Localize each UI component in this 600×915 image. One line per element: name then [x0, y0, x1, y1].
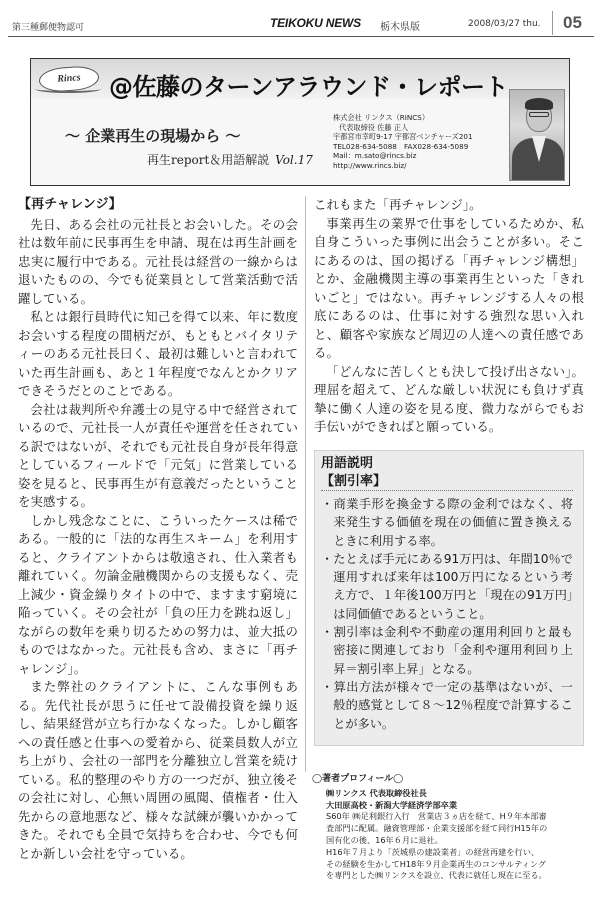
glossary-item-text: 算出方法が様々で一定の基準はないが、一般的感覚として８〜12％程度で計算することが多い。: [333, 679, 573, 731]
bullet-icon: ・: [321, 497, 334, 511]
author-profile: [312, 774, 590, 882]
company-line: 宇都宮市幸町9-17 宇都宮ベンチャーズ201: [333, 132, 473, 142]
edition-label: 栃木県版: [380, 22, 420, 33]
company-info: [333, 113, 503, 171]
article-paragraph: これもまた「再チャレンジ」。: [314, 197, 482, 212]
series-title: @佐藤のターンアラウンド・レポート: [109, 73, 509, 101]
glossary-item-text: 割引率は金利や不動産の運用利回りと最も密接に関連しており「金利や運用利回り上昇＝割引率上昇」となる。: [333, 625, 573, 676]
author-photo: [509, 89, 565, 181]
volume-number: Vol.17: [275, 153, 313, 167]
article-paragraph: また弊社のクライアントに、こんな事例もある。先代社長が思うに任せて設備投資を繰り返し、結果経営が立ち行かなくなった。しかし顧客への責任感と仕事への愛着から、従業員数人が立ち上がり、会社の一部門を分離独立し営業を続けている。私的整理のやり方の一つだが、独立後その会社に対し、心無い周囲の風聞、債権者・仕入先からの意地悪など、様々な試練が襲いかかってきた。それでも全員で気持ちを合わせ、今でも何とか新しい会社を守っている。: [18, 679, 298, 861]
page-number: 05: [552, 11, 592, 35]
glossary-box: [314, 450, 584, 746]
profile-line: S60年 ㈱足利銀行入行 営業店３ヵ店を経て、H９年本部審: [326, 811, 547, 822]
glossary-item: [321, 495, 573, 550]
company-line: 代表取締役 佐藤 正人: [339, 122, 409, 132]
article-paragraph: しかし残念なことに、こういったケースは稀である。一般的に「法的な再生スキーム」を利用すると、クライアントからは敬遠され、仕入業者も離れていく。勿論金融機関からの支援もなく、売上減少・資金繰りタイトの中で、ますます窮境に陥っていく。その会社が「負の圧力を跳ね返し」ながらの数年を乗り切るための努力は、並大抵のものではなかった。元社長も含め、まさに「再チャレンジ」。: [18, 512, 298, 676]
photo-hair: [525, 98, 553, 110]
glossary-list: [321, 495, 573, 733]
profile-line: ㈱リンクス 代表取締役社長: [326, 787, 427, 798]
article-left-column: [18, 196, 298, 863]
company-line: http://www.rincs.biz/: [333, 160, 407, 170]
logo-swoosh-icon: [35, 85, 101, 93]
glossary-title: 用語説明: [321, 456, 374, 471]
issue-date: [468, 19, 541, 29]
newspaper-name: TEIKOKU NEWS: [270, 16, 361, 30]
profile-line: その経験を生かしてH18年９月企業再生のコンサルティング: [326, 858, 547, 869]
company-line: TEL028-634-5088 FAX028-634-5089: [333, 141, 469, 151]
date-value: 2008/03/27: [468, 19, 520, 29]
profile-line: を専門とした㈱リンクスを設立、代表に就任し現在に至る。: [326, 870, 547, 881]
article-paragraph: 先日、ある会社の元社長とお会いした。その会社は数年前に民事再生を申請、現在は再生計画を忠実に履行中である。元社長は経営の一線からは退いたものの、今でも従業員として営業活動で活躍している。: [18, 216, 298, 306]
article-right-column: [314, 196, 584, 437]
postal-permit: 第三種郵便物認可: [12, 23, 85, 33]
header-rule: [8, 36, 594, 37]
column-header-box: [30, 58, 570, 186]
series-subtitle: 〜 企業再生の現場から 〜: [65, 127, 241, 145]
article-paragraph: 私とは銀行員時代に知己を得て以来、年に数度お会いする程度の間柄だが、もともとバイタリティーのある元社長曰く、最初は難しいと言われていた再生計画も、あと１年程度でなんとかクリアできそうだとのことである。: [18, 309, 298, 398]
issue-text: 再生report＆用語解説: [147, 153, 270, 167]
issue-label: [147, 151, 313, 168]
profile-line: 査部門に配属。融資管理部・企業支援部を経て同行H15年の: [326, 823, 548, 834]
profile-body: [312, 788, 590, 882]
rincs-logo: Rincs: [38, 65, 100, 93]
column-divider: [305, 196, 306, 772]
profile-line: 大田原高校・新潟大学経済学部卒業: [326, 799, 458, 810]
profile-line: H16年７月より「茨城県の建設業者」の経営再建を行い、: [326, 846, 540, 857]
profile-line: 国有化の後、16年６月に退社。: [326, 834, 443, 845]
company-line: 株式会社 リンクス（RINCS）: [333, 113, 430, 122]
glossary-item-text: 商業手形を換金する際の金利ではなく、将来発生する価値を現在の価値に置き換えるときに利用する率。: [333, 497, 573, 548]
article-heading: 【再チャレンジ】: [18, 197, 122, 212]
glossary-item: [321, 550, 573, 623]
bullet-icon: ・: [321, 551, 334, 566]
glossary-item-text: たとえば手元にある91万円は、年間10％で運用すれば来年は100万円になるという考え方で、１年後100万円と「現在の91万円」は同価値であるということ。: [333, 551, 573, 621]
article-paragraph: 「どんなに苦しくとも決して投げ出さない」。理屈を超えて、どんな厳しい状況にも負けず真摯に働く人達の姿を見る度、微力ながらでもお手伝いができればと願っている。: [314, 363, 584, 434]
glossary-item: [321, 623, 573, 678]
running-header: [0, 0, 600, 40]
company-line: Mail：m.sato@rincs.biz: [333, 151, 417, 161]
article-paragraph: 会社は裁判所や弁護士の見守る中で経営されているので、元社長一人が責任や運営を任されている訳ではないが、それでも元社長自身が長年得意としているフィールドで「元気」に営業している姿を見ると、民事再生が有意義だったということを実感する。: [18, 401, 298, 509]
bullet-icon: ・: [321, 625, 334, 640]
bullet-icon: ・: [321, 679, 334, 694]
glossary-item: [321, 678, 573, 733]
glossary-term: 【割引率】: [321, 473, 573, 491]
profile-title: ◯著者プロフィール◯: [312, 774, 404, 784]
weekday: thu.: [522, 19, 541, 29]
photo-glasses: [529, 112, 549, 117]
article-paragraph: 事業再生の業界で仕事をしているためか、私自身こういった事例に出会うことが多い。そこにあるのは、国の掲げる「再チャレンジ構想」とか、金融機関主導の事業再生といった「きれいごと」ではない。再チャレンジする人々の根底にあるのは、仕事に対する強烈な思い入れと、顧客や家族など周辺の人達への責任感である。: [314, 215, 584, 360]
